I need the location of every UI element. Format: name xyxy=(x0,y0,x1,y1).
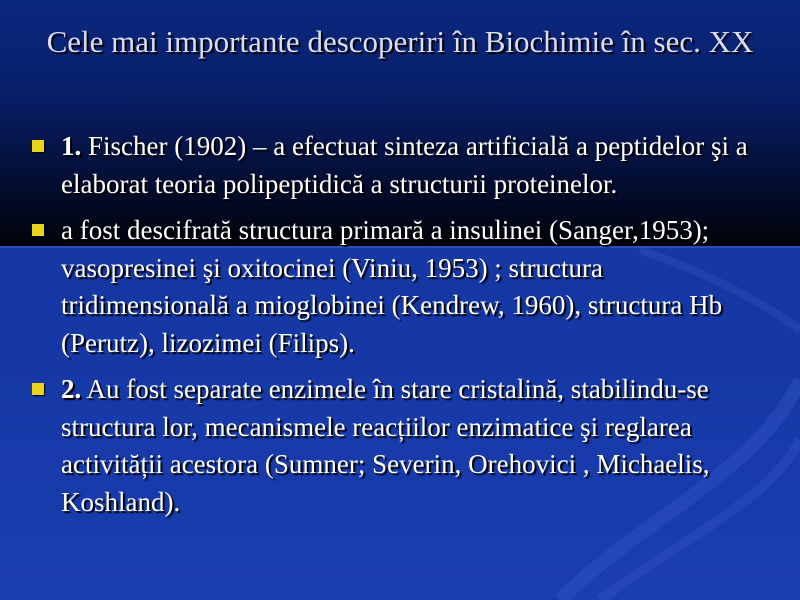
square-bullet-icon xyxy=(32,140,44,152)
bullet-number: 2. xyxy=(61,374,82,404)
bullet-item-1 xyxy=(0,128,800,203)
bullet-text: Fischer (1902) – a efectuat sinteza artificială a peptidelor şi a elaborat teoria polipeptidică a structurii proteinelor. xyxy=(61,131,748,199)
square-bullet-icon xyxy=(32,383,44,395)
bullet-item-3 xyxy=(0,371,800,521)
bullet-item-2 xyxy=(0,212,800,362)
bullet-text: Au fost separate enzimele în stare cristalină, stabilindu-se structura lor, mecanismele reacțiilor enzimatice şi reglarea activității acestora (Sumner; Severin, Orehovici , Michaelis, Koshland). xyxy=(61,374,710,517)
bullet-number: 1. xyxy=(61,131,82,161)
bullet-text: a fost descifrată structura primară a insulinei (Sanger,1953); vasopresinei şi oxitocinei (Viniu, 1953) ; structura tridimensională a mioglobinei (Kendrew, 1960), structura Hb (Perutz), lizozimei (Filips). xyxy=(61,215,723,358)
bullet-list xyxy=(0,128,800,530)
slide-title: Cele mai importante descoperiri în Biochimie în sec. XX xyxy=(46,24,754,59)
square-bullet-icon xyxy=(32,224,44,236)
